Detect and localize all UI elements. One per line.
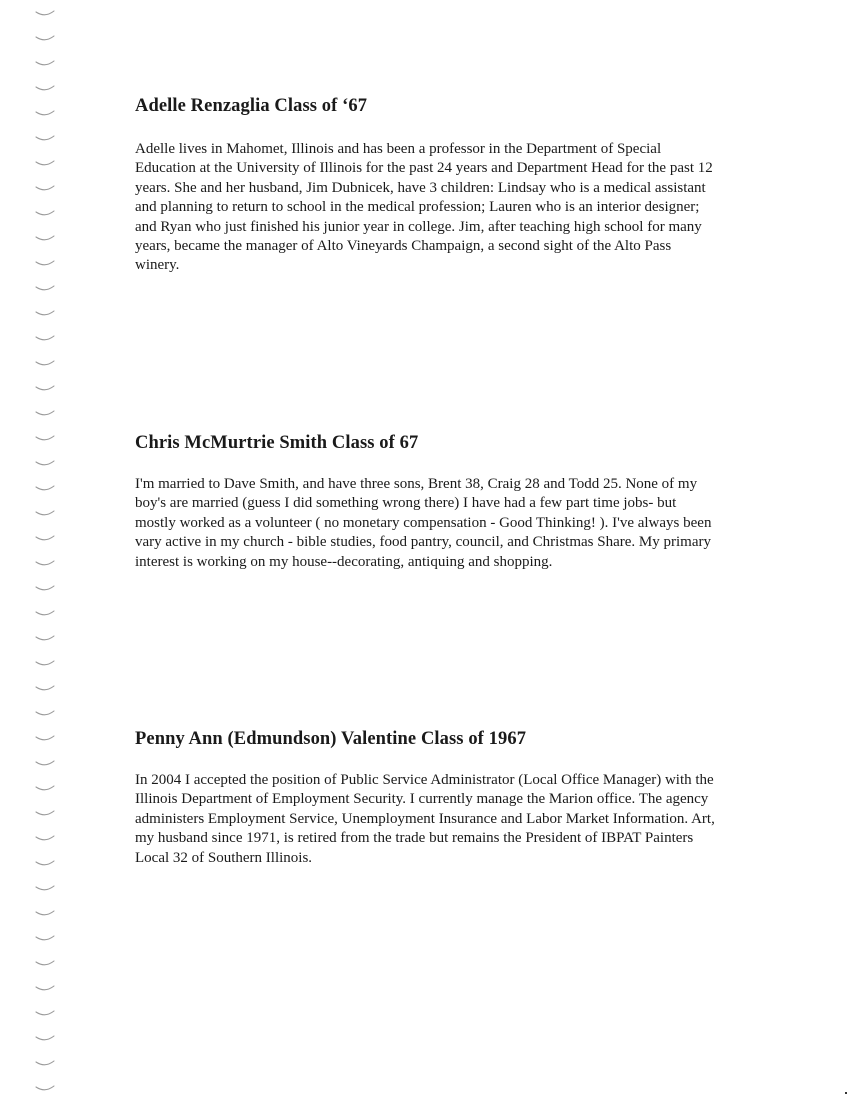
body-line: and Ryan who just finished his junior year in college. Jim, after teaching high school for many	[135, 218, 702, 235]
profile-body	[135, 475, 785, 572]
binding-hole-mark	[36, 461, 54, 465]
binding-hole-mark	[36, 111, 54, 115]
body-line: and planning to return to school in the medical profession; Lauren who is an interior designer;	[135, 199, 700, 216]
binding-hole-mark	[36, 511, 54, 515]
binding-hole-mark	[36, 711, 54, 715]
binding-hole-mark	[36, 561, 54, 565]
body-line: In 2004 I accepted the position of Public Service Administrator (Local Office Manager) with the	[135, 772, 714, 788]
binding-hole-mark	[36, 311, 54, 315]
binding-hole-mark	[36, 1011, 54, 1015]
binding-hole-mark	[36, 611, 54, 615]
profile-body	[135, 771, 785, 868]
binding-hole-mark	[36, 536, 54, 540]
binding-hole-mark	[36, 61, 54, 65]
body-line: Illinois Department of Employment Security. I currently manage the Marion office. The agency	[135, 791, 709, 808]
profile-body	[135, 140, 785, 276]
body-line: mostly worked as a volunteer ( no monetary compensation - Good Thinking! ). I've always been	[135, 514, 712, 531]
binding-hole-mark	[36, 861, 54, 865]
binding-hole-mark	[36, 286, 54, 290]
binding-hole-mark	[36, 961, 54, 965]
binding-hole-mark	[36, 411, 54, 415]
body-line: years. She and her husband, Jim Dubnicek, have 3 children: Lindsay who is a medical assistant	[135, 179, 706, 196]
body-line: winery.	[135, 257, 180, 274]
body-line: interest is working on my house--decorating, antiquing and shopping.	[135, 553, 553, 570]
binding-hole-mark	[36, 936, 54, 940]
body-line: Local 32 of Southern Illinois.	[135, 849, 313, 866]
body-line: administers Employment Service, Unemployment Insurance and Labor Market Information. Art,	[135, 810, 715, 827]
binding-marks	[0, 0, 70, 1099]
binding-hole-mark	[36, 436, 54, 440]
binding-hole-mark	[36, 1036, 54, 1040]
spiral-binding-holes	[0, 0, 70, 1099]
body-line: years, became the manager of Alto Vineyards Champaign, a second sight of the Alto Pass	[135, 238, 672, 255]
binding-hole-mark	[36, 136, 54, 140]
binding-hole-mark	[36, 986, 54, 990]
profile-chris-mcmurtrie-smith	[135, 433, 785, 572]
binding-hole-mark	[36, 586, 54, 590]
profile-heading: Chris McMurtrie Smith Class of 67	[135, 433, 419, 453]
binding-hole-mark	[36, 661, 54, 665]
body-line: Adelle lives in Mahomet, Illinois and has been a professor in the Department of Special	[135, 141, 662, 157]
binding-hole-mark	[36, 736, 54, 740]
binding-hole-mark	[36, 336, 54, 340]
binding-hole-mark	[36, 886, 54, 890]
binding-hole-mark	[36, 686, 54, 690]
binding-hole-mark	[36, 86, 54, 90]
binding-hole-mark	[36, 761, 54, 765]
binding-hole-mark	[36, 1061, 54, 1065]
profile-heading: Adelle Renzaglia Class of ‘67	[135, 96, 368, 116]
binding-hole-mark	[36, 786, 54, 790]
binding-hole-mark	[36, 361, 54, 365]
binding-hole-mark	[36, 11, 54, 15]
binding-hole-mark	[36, 36, 54, 40]
binding-hole-mark	[36, 836, 54, 840]
profile-adelle-renzaglia	[135, 96, 785, 276]
binding-hole-mark	[36, 636, 54, 640]
body-line: my husband since 1971, is retired from the trade but remains the President of IBPAT Painters	[135, 830, 694, 847]
binding-hole-mark	[36, 186, 54, 190]
binding-hole-mark	[36, 261, 54, 265]
profile-heading: Penny Ann (Edmundson) Valentine Class of 1967	[135, 729, 527, 749]
binding-hole-mark	[36, 486, 54, 490]
body-line: I'm married to Dave Smith, and have three sons, Brent 38, Craig 28 and Todd 25. None of my	[135, 476, 698, 492]
binding-hole-mark	[36, 911, 54, 915]
body-line: vary active in my church - bible studies, food pantry, council, and Christmas Share. My primary	[135, 534, 711, 551]
body-line: boy's are married (guess I did something wrong there) I have had a few part time jobs- but	[135, 495, 677, 512]
binding-hole-mark	[36, 236, 54, 240]
binding-hole-mark	[36, 386, 54, 390]
profile-penny-ann-valentine	[135, 729, 785, 868]
binding-hole-mark	[36, 211, 54, 215]
binding-hole-mark	[36, 161, 54, 165]
binding-hole-mark	[36, 1086, 54, 1090]
binding-hole-mark	[36, 811, 54, 815]
scan-speck	[845, 1092, 847, 1094]
body-line: Education at the University of Illinois for the past 24 years and Department Head for the past 12	[135, 160, 713, 177]
